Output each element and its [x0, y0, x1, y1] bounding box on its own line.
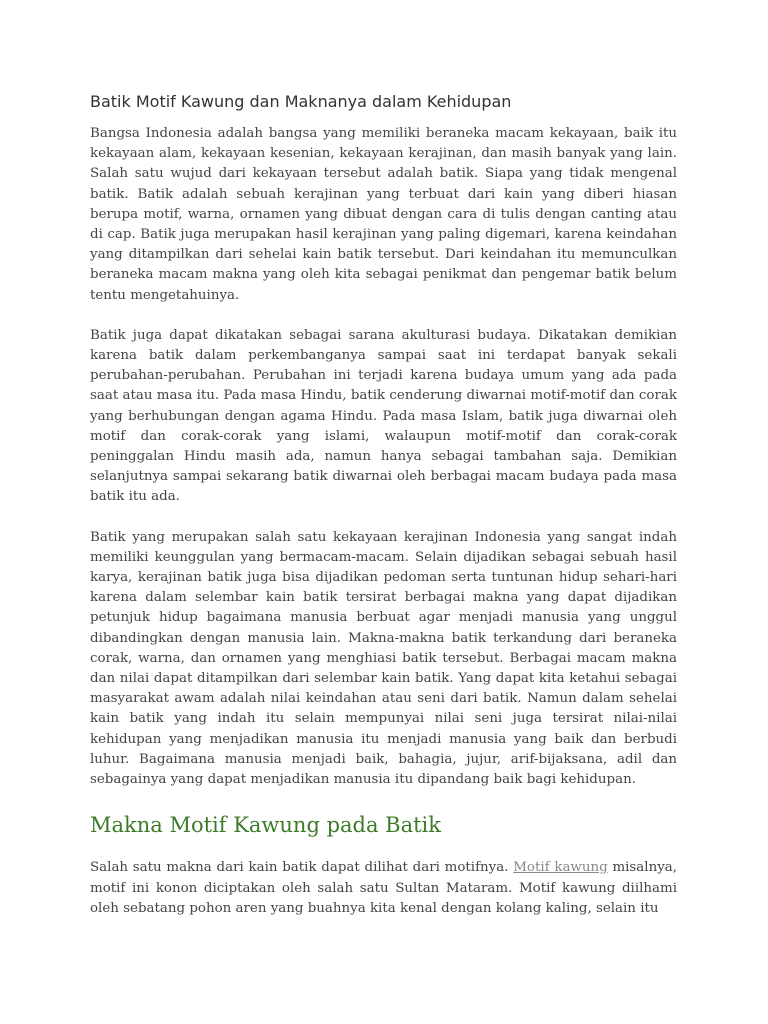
paragraph-4-text-end: misalnya, motif ini konon diciptakan oleh salah satu Sultan Mataram. Motif kawung diilhami oleh sebatang pohon aren yang buahnya kita kenal dengan kolang kaling, selain itu — [90, 860, 678, 916]
document-page — [90, 90, 677, 939]
paragraph-4 — [90, 858, 677, 919]
paragraph-3: Batik yang merupakan salah satu kekayaan kerajinan Indonesia yang sangat indah memiliki keunggulan yang bermacam-macam. Selain dijadikan sebagai sebuah hasil karya, kerajinan batik juga bisa dijadikan pedoman serta tuntunan hidup sehari-hari karena dalam selembar kain batik tersirat berbagai makna yang dapat dijadikan petunjuk hidup bagaimana manusia berbuat agar menjadi manusia yang unggul dibandingkan dengan manusia lain. Makna-makna batik terkandung dari beraneka corak, warna, dan ornamen yang menghiasi batik tersebut. Berbagai macam makna dan nilai dapat ditampilkan dari selembar kain batik. Yang dapat kita ketahui sebagai masyarakat awam adalah nilai keindahan atau seni dari batik. Namun dalam sehelai kain batik yang indah itu selain mempunyai nilai seni juga tersirat nilai-nilai kehidupan yang menjadikan manusia itu menjadi manusia yang baik dan berbudi luhur. Bagaimana manusia menjadi baik, bahagia, jujur, arif-bijaksana, adil dan sebagainya yang dapat menjadikan manusia itu dipandang baik bagi kehidupan. — [90, 529, 677, 788]
document-title: Batik Motif Kawung dan Maknanya dalam Kehidupan — [90, 92, 512, 111]
section-heading: Makna Motif Kawung pada Batik — [90, 813, 442, 838]
motif-kawung-link[interactable]: Motif kawung — [513, 860, 608, 876]
paragraph-2: Batik juga dapat dikatakan sebagai sarana akulturasi budaya. Dikatakan demikian karena batik dalam perkembanganya sampai saat ini terdapat banyak sekali perubahan-perubahan. Perubahan ini terjadi karena budaya umum yang ada pada saat atau masa itu. Pada masa Hindu, batik cenderung diwarnai motif-motif dan corak yang berhubungan dengan agama Hindu. Pada masa Islam, batik juga diwarnai oleh motif dan corak-corak yang islami, walaupun motif-motif dan corak-corak peninggalan Hindu masih ada, namun hanya sebagai tambahan saja. Demikian selanjutnya sampai sekarang batik diwarnai oleh berbagai macam budaya pada masa batik itu ada. — [90, 327, 677, 505]
paragraph-1: Bangsa Indonesia adalah bangsa yang memiliki beraneka macam kekayaan, baik itu kekayaan alam, kekayaan kesenian, kekayaan kerajinan, dan masih banyak yang lain. Salah satu wujud dari kekayaan tersebut adalah batik. Siapa yang tidak mengenal batik. Batik adalah sebuah kerajinan yang terbuat dari kain yang diberi hiasan berupa motif, warna, ornamen yang dibuat dengan cara di tulis dengan canting atau di cap. Batik juga merupakan hasil kerajinan yang paling digemari, karena keindahan yang ditampilkan dari sehelai kain batik tersebut. Dari keindahan itu memunculkan beraneka macam makna yang oleh kita sebagai penikmat dan pengemar batik belum tentu mengetahuinya. — [90, 126, 677, 303]
paragraph-4-text-start: Salah satu makna dari kain batik dapat dilihat dari motifnya. — [90, 860, 514, 876]
